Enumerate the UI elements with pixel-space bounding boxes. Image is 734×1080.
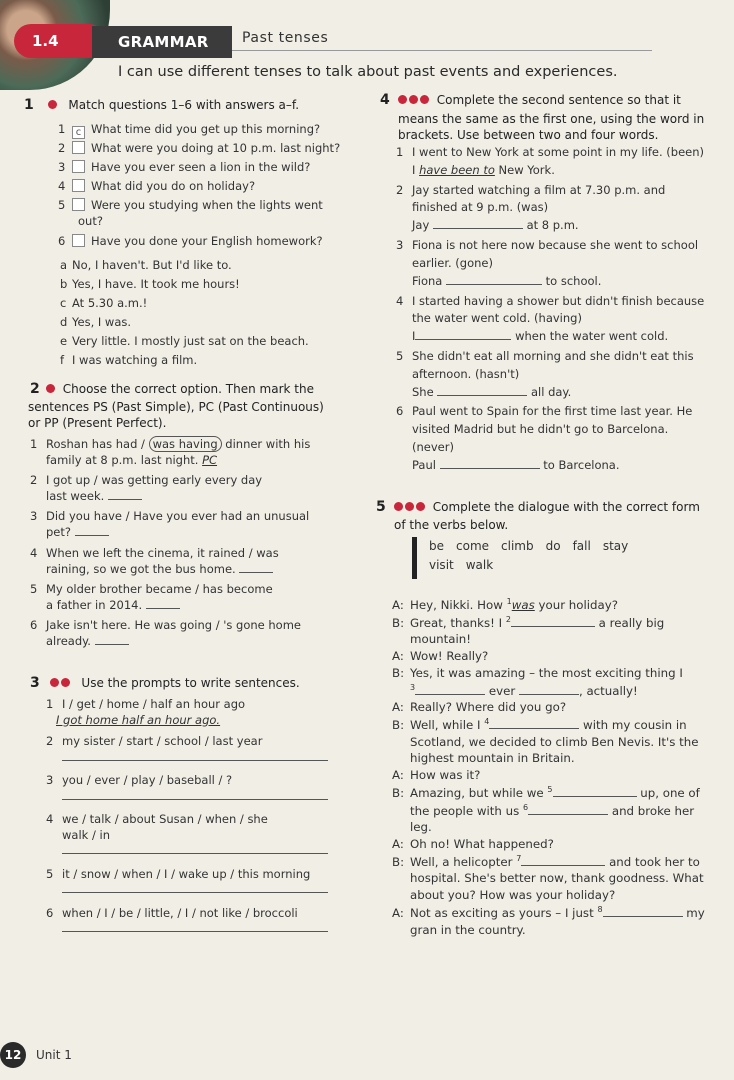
answer-box[interactable]: c <box>72 126 85 139</box>
sample-answer: I got home half an hour ago. <box>56 712 221 727</box>
answer-line[interactable] <box>62 790 328 800</box>
answer-blank[interactable] <box>75 526 109 536</box>
answer-line[interactable] <box>62 883 328 893</box>
difficulty-dot-icon <box>50 678 59 687</box>
answer-blank[interactable] <box>108 490 142 500</box>
ex5-heading: 5 Complete the dialogue with the correct form of the verbs below. <box>376 499 700 533</box>
answer-box[interactable] <box>72 141 85 154</box>
answer-blank[interactable] <box>521 856 605 866</box>
difficulty-dot-icon <box>394 502 403 511</box>
answer-blank[interactable] <box>603 907 683 917</box>
difficulty-dot-icon <box>420 95 429 104</box>
ex1-answers: a No, I haven't. But I'd like to. b Yes, I have. It took me hours! c At 5.30 a.m.! d Yes, I was. e Very little. I mostly just sat on the beach. f I was watching a film. <box>60 258 309 367</box>
answer-box[interactable] <box>72 198 85 211</box>
answer-blank[interactable] <box>437 386 527 396</box>
difficulty-dot-icon <box>405 502 414 511</box>
unit-label: Unit 1 <box>36 1048 72 1062</box>
ex3-heading: 3 Use the prompts to write sentences. <box>30 675 300 691</box>
answer-blank[interactable] <box>415 685 485 695</box>
answer-blank[interactable] <box>528 805 608 815</box>
answer-box[interactable] <box>72 234 85 247</box>
answer-box[interactable] <box>72 179 85 192</box>
sample-answer: was <box>511 597 535 612</box>
circled-answer[interactable]: was having <box>149 436 222 452</box>
difficulty-dot-icon <box>398 95 407 104</box>
sample-answer: have been to <box>419 162 495 177</box>
answer-blank[interactable] <box>511 617 595 627</box>
ex1-questions: 1 c What time did you get up this morning? 2 What were you doing at 10 p.m. last night? 3 Have you ever seen a lion in the wild? 4 What did you do on holiday? 5 Were you studying when the lights went out? 6 Have you done your English homework? <box>58 122 341 248</box>
answer-line[interactable] <box>62 844 328 854</box>
header-rule <box>232 50 652 51</box>
answer-line[interactable] <box>62 751 328 761</box>
ex1-number: 1 <box>24 97 34 113</box>
ex2-items: 1 Roshan has had / was having dinner with his family at 8 p.m. last night. PC 2 I got up / was getting early every day last week. 3 Did you have / Have you ever had an unusual pet? 4 When we left the cinema, it rained / was raining, so we got the bus home. 5 My older brother became / has become a father in 2014. 6 Jake isn't here. He was going / 's gone home already. <box>30 437 311 649</box>
word-box: be come climb do fall stay visit walk <box>412 537 662 579</box>
difficulty-dot-icon <box>48 100 57 109</box>
answer-blank[interactable] <box>95 635 129 645</box>
answer-blank[interactable] <box>433 219 523 229</box>
page-number: 12 <box>0 1042 26 1068</box>
lesson-objective: I can use different tenses to talk about past events and experiences. <box>118 64 618 80</box>
ex1-heading <box>24 97 299 113</box>
lesson-badge: 1.4 <box>14 24 106 58</box>
answer-blank[interactable] <box>519 685 579 695</box>
difficulty-dot-icon <box>416 502 425 511</box>
answer-blank[interactable] <box>146 599 180 609</box>
difficulty-dot-icon <box>61 678 70 687</box>
ex1-instruction: Match questions 1–6 with answers a–f. <box>68 98 300 112</box>
answer-blank[interactable] <box>489 719 579 729</box>
ex2-heading: 2 Choose the correct option. Then mark the sentences PS (Past Simple), PC (Past Continuous) or PP (Present Perfect). <box>28 381 324 431</box>
ex5-dialogue: A: Hey, Nikki. How $^1$was your holiday? B: Great, thanks! I $^2$ a really big mountain! A: Wow! Really? B: Yes, it was amazing – the most exciting thing I $^3$ ever , actually! A: Really? Where did you go? B: Well, while I $^4$ with my cousin in Scotland, we decided to climb Ben Nevis. It's the highest mountain in Britain. A: How was it? B: Amazing, but while we $^5$ up, one of the people with us $^6$ and broke her leg. A: Oh no! What happened? B: Well, a helicopter $^7$ and took her to hospital. She's better now, thank goodness. What about you? How was your holiday? A: Not as exciting as yours – I just $^8$ my gran in the country. <box>392 597 705 937</box>
answer-blank[interactable] <box>239 563 273 573</box>
answer-blank[interactable] <box>446 275 542 285</box>
answer-blank[interactable] <box>440 459 540 469</box>
answer-line[interactable] <box>62 922 328 932</box>
difficulty-dot-icon <box>409 95 418 104</box>
answer-blank[interactable] <box>415 330 511 340</box>
difficulty-dot-icon <box>46 384 55 393</box>
ex4-items: 1 I went to New York at some point in my life. (been) I have been to New York. 2 Jay started watching a film at 7.30 p.m. and finished at 9 p.m. (was) Jay at 8 p.m. 3 Fiona is not here now because she went to school earlier. (gone) Fiona to school. 4 I started having a shower but didn't finish because the water went cold. (having) I when the water went cold. 5 She didn't eat all morning and she didn't eat this afternoon. (hasn't) She all day. 6 Paul went to Spain for the first time last year. He visited Madrid but he didn't go to Barcelona. (never) Paul to Barcelona. <box>396 145 705 472</box>
section-label: GRAMMAR <box>92 26 232 58</box>
ex3-items: 1 I / get / home / half an hour ago I got home half an hour ago. 2 my sister / start / school / last year 3 you / ever / play / baseball / ? 4 we / talk / about Susan / when / she walk / in 5 it / snow / when / I / wake up / this morning 6 when / I / be / little, / I / not like / broccoli <box>46 697 328 937</box>
answer-box[interactable] <box>72 160 85 173</box>
ex4-heading: 4 Complete the second sentence so that it means the same as the first one, using the word in brackets. Use between two and four words. <box>380 92 705 143</box>
answer-blank[interactable] <box>553 787 637 797</box>
page-title: Past tenses <box>242 30 329 46</box>
